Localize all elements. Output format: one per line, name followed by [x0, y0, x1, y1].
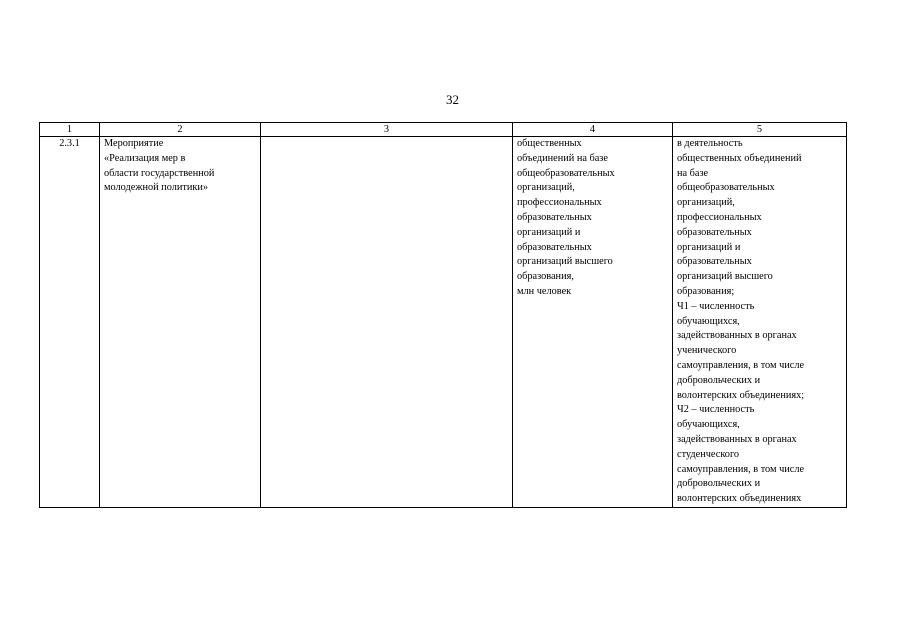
- text-line: добровольческих и: [677, 374, 761, 386]
- column-5-cell: [673, 137, 847, 508]
- text-line: добровольческих и: [677, 478, 761, 490]
- document-table: [39, 122, 847, 508]
- column-4-cell: [513, 137, 673, 508]
- column-3-cell: [261, 137, 513, 508]
- text-line: образования;: [677, 285, 735, 297]
- text-line: студенческого: [677, 448, 740, 460]
- column-header-1: 1: [40, 123, 100, 137]
- text-line: самоуправления, в том числе: [677, 359, 805, 371]
- text-line: Ч2 – численность: [677, 404, 755, 416]
- text-line: Мероприятие: [104, 138, 164, 149]
- text-line: профессиональных: [517, 197, 602, 209]
- text-line: образовательных: [677, 226, 752, 238]
- text-line: образовательных: [677, 256, 752, 268]
- text-line: волонтерских объединениях: [677, 493, 802, 505]
- text-line: общеобразовательных: [517, 167, 615, 179]
- text-line: образовательных: [517, 241, 592, 253]
- text-line: Ч1 – численность: [677, 300, 755, 312]
- text-line: задействованных в органах: [677, 330, 797, 342]
- text-line: общеобразовательных: [677, 182, 775, 194]
- text-line: млн человек: [517, 285, 572, 297]
- column-header-3: 3: [261, 123, 513, 137]
- text-line: организаций,: [677, 197, 735, 209]
- text-line: организаций,: [517, 182, 575, 194]
- text-line: объединений на базе: [517, 152, 608, 164]
- text-line: общественных объединений: [677, 152, 802, 164]
- text-line: молодежной политики»: [104, 182, 209, 194]
- text-line: «Реализация мер в: [104, 152, 186, 164]
- text-line: на базе: [677, 167, 709, 179]
- text-line: организаций высшего: [517, 256, 613, 268]
- text-line: ученического: [677, 345, 737, 357]
- event-name-cell: [100, 137, 261, 508]
- text-line: обучающихся,: [677, 419, 740, 431]
- text-line: самоуправления, в том числе: [677, 463, 805, 475]
- text-line: в деятельность: [677, 138, 743, 149]
- text-line: общественных: [517, 138, 582, 149]
- text-line: организаций и: [517, 226, 581, 238]
- column-header-4: 4: [513, 123, 673, 137]
- text-line: волонтерских объединениях;: [677, 389, 805, 401]
- text-line: образования,: [517, 271, 574, 283]
- text-line: профессиональных: [677, 211, 762, 223]
- text-line: организаций высшего: [677, 271, 773, 283]
- text-line: организаций и: [677, 241, 741, 253]
- text-line: области государственной: [104, 167, 215, 179]
- page-number: 32: [446, 92, 459, 107]
- column-header-5: 5: [673, 123, 847, 137]
- text-line: образовательных: [517, 211, 592, 223]
- row-number-cell: 2.3.1: [40, 137, 100, 508]
- table-row: [40, 137, 847, 508]
- text-line: задействованных в органах: [677, 433, 797, 445]
- table-header-row: [40, 123, 847, 137]
- column-header-2: 2: [100, 123, 261, 137]
- text-line: обучающихся,: [677, 315, 740, 327]
